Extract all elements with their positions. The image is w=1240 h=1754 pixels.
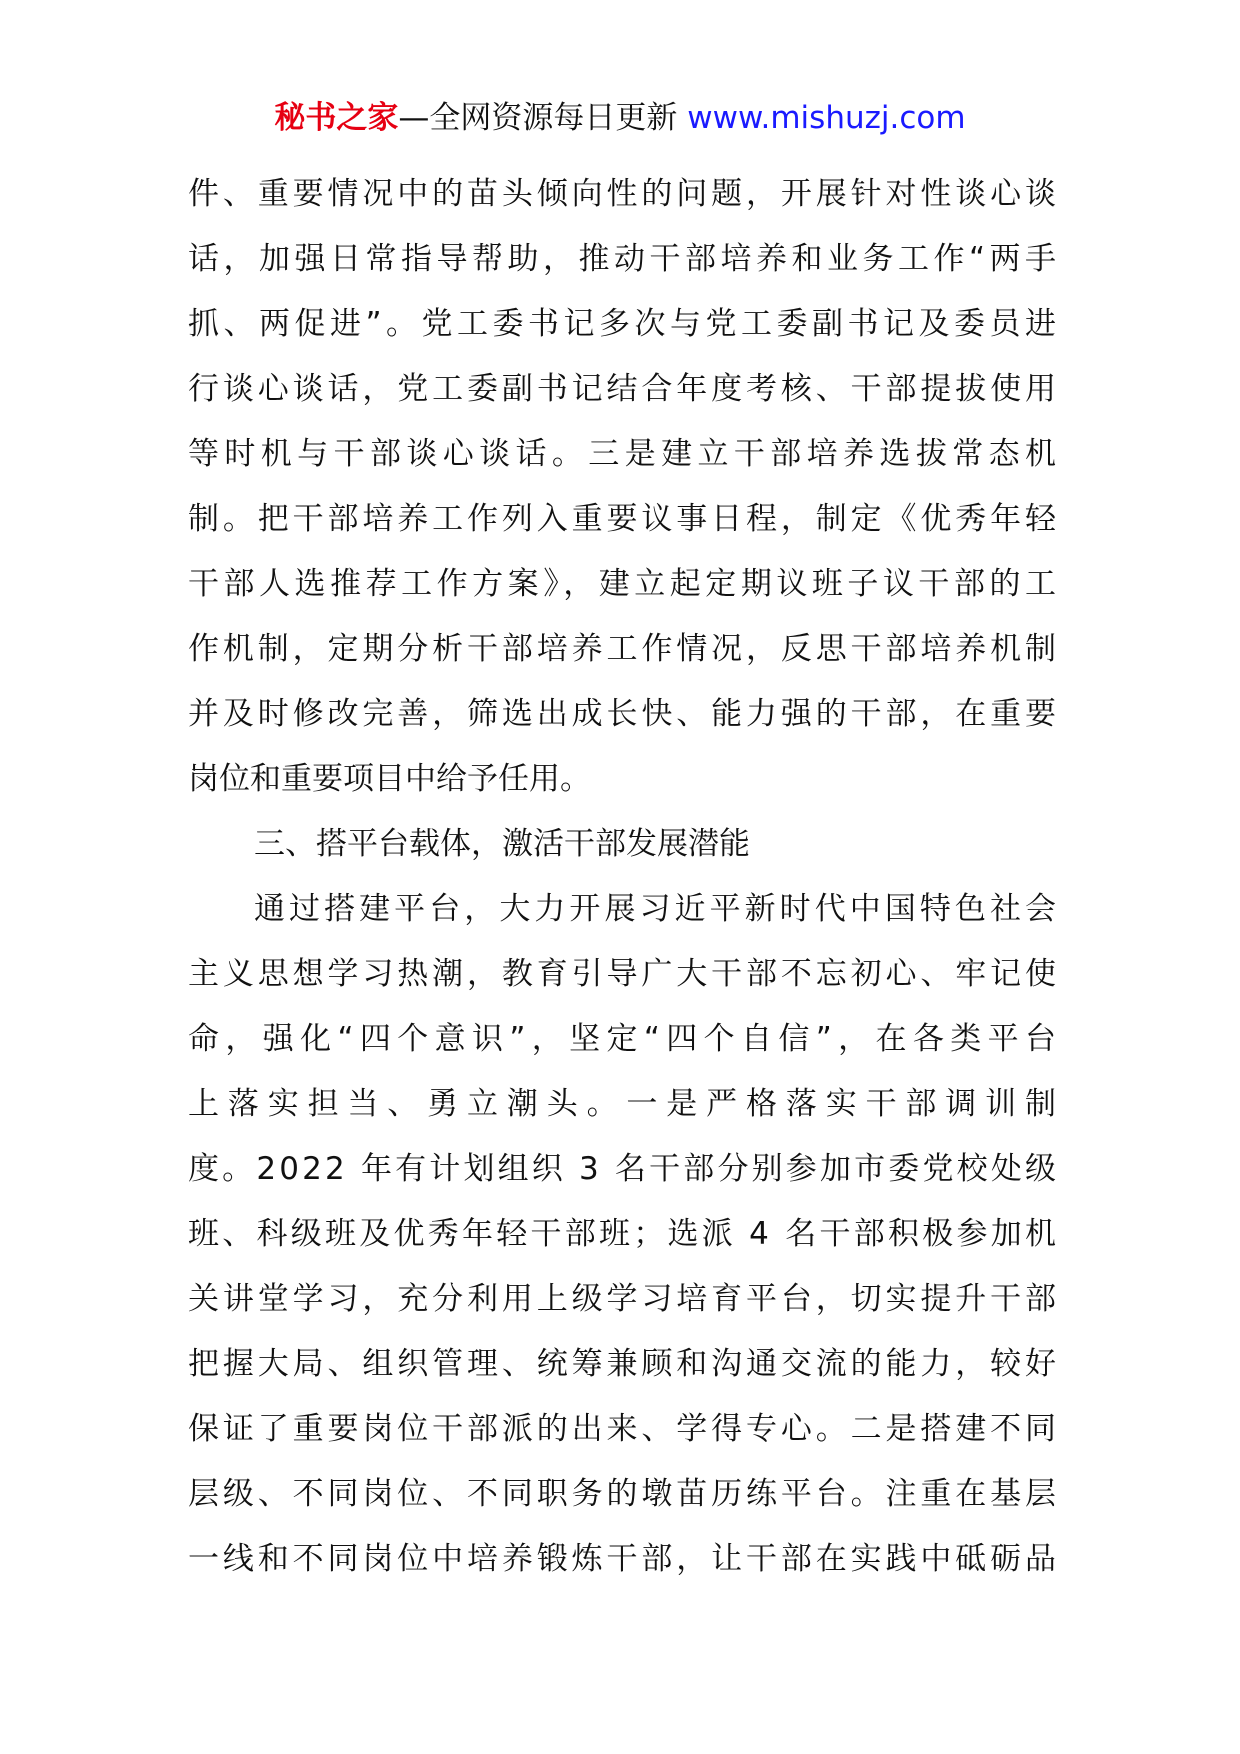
- text-line: 命，强化“四个意识”，坚定“四个自信”，在各类平台: [188, 1021, 1063, 1057]
- text-line: 并及时修改完善，筛选出成长快、能力强的干部，在重要: [188, 696, 1060, 732]
- text-line: 上落实担当、勇立潮头。一是严格落实干部调训制: [188, 1086, 1065, 1122]
- text-line: 通过搭建平台，大力开展习近平新时代中国特色社会: [254, 891, 1061, 927]
- text-line: 制。把干部培养工作列入重要议事日程，制定《优秀年轻: [188, 501, 1060, 537]
- text-line: 关讲堂学习，充分利用上级学习培育平台，切实提升干部: [188, 1281, 1060, 1317]
- document-body: [188, 162, 1065, 1592]
- text-line: 班、科级班及优秀年轻干部班；选派 4 名干部积极参加机: [188, 1216, 1060, 1252]
- header-site-link[interactable]: www.mishuzj.com: [687, 100, 966, 136]
- text-line: 抓、两促进”。党工委书记多次与党工委副书记及委员进: [188, 306, 1061, 342]
- text-line: 主义思想学习热潮，教育引导广大干部不忘初心、牢记使: [188, 956, 1060, 992]
- text-line: 一线和不同岗位中培养锻炼干部，让干部在实践中砥砺品: [188, 1541, 1060, 1577]
- header-brand: 秘书之家: [274, 100, 399, 136]
- page-header: [0, 96, 1240, 140]
- text-line: 干部人选推荐工作方案》，建立起定期议班子议干部的工: [188, 566, 1061, 602]
- text-line: 岗位和重要项目中给予任用。: [188, 761, 591, 797]
- text-line: 话，加强日常指导帮助，推动干部培养和业务工作“两手: [188, 241, 1061, 277]
- text-line: 行谈心谈话，党工委副书记结合年度考核、干部提拔使用: [188, 371, 1060, 407]
- text-line: 等时机与干部谈心谈话。三是建立干部培养选拔常态机: [188, 436, 1062, 472]
- text-line: 三、搭平台载体，激活干部发展潜能: [254, 826, 750, 862]
- text-line: 度。2022 年有计划组织 3 名干部分别参加市委党校处级: [188, 1151, 1060, 1187]
- text-line: 保证了重要岗位干部派的出来、学得专心。二是搭建不同: [188, 1411, 1060, 1447]
- text-line: 把握大局、组织管理、统筹兼顾和沟通交流的能力，较好: [188, 1346, 1060, 1382]
- text-line: 层级、不同岗位、不同职务的墩苗历练平台。注重在基层: [188, 1476, 1060, 1512]
- header-tagline: —全网资源每日更新: [398, 100, 688, 136]
- text-line: 作机制，定期分析干部培养工作情况，反思干部培养机制: [188, 631, 1060, 667]
- text-line: 件、重要情况中的苗头倾向性的问题，开展针对性谈心谈: [188, 176, 1060, 212]
